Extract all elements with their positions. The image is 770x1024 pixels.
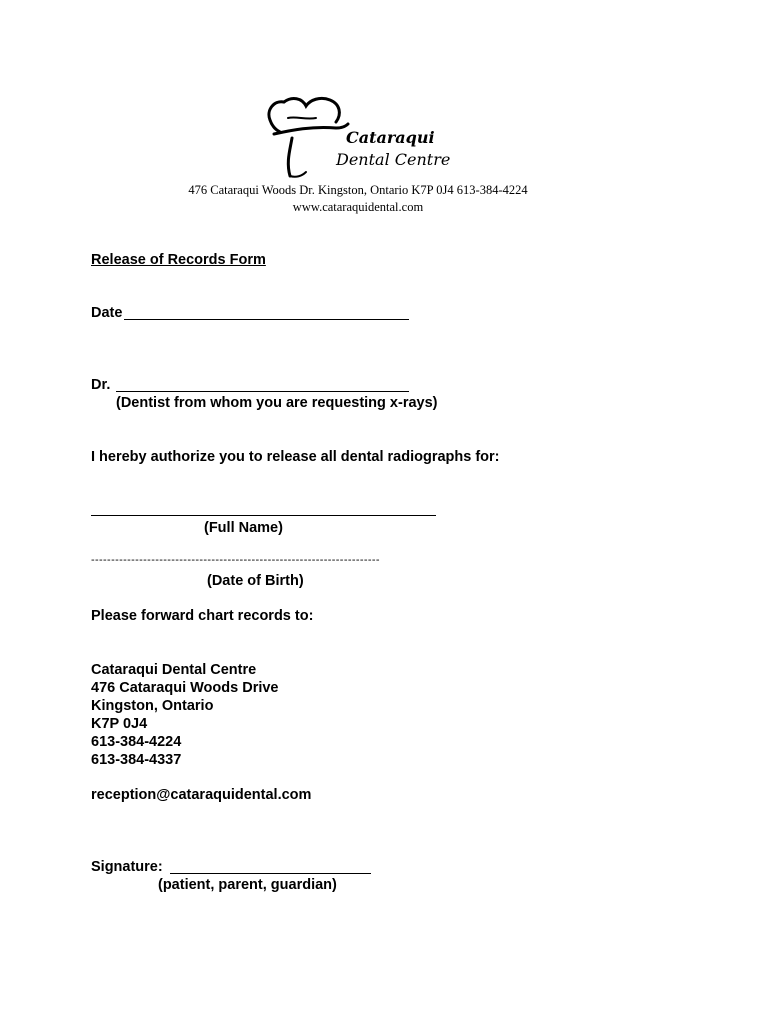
letterhead-website: www.cataraquidental.com: [292, 200, 424, 214]
full-name-field-line[interactable]: [91, 515, 436, 516]
signature-field-line[interactable]: [170, 873, 371, 874]
signature-label: Signature:: [91, 859, 163, 875]
dentist-label: Dr.: [91, 377, 111, 393]
form-title: Release of Records Form: [91, 252, 266, 268]
letterhead-address: 476 Cataraqui Woods Dr. Kingston, Ontario K7P 0J4 613-384-4224: [188, 183, 528, 197]
forward-records-heading: Please forward chart records to:: [91, 608, 314, 624]
forward-address-fax: 613-384-4337: [91, 752, 182, 768]
dentist-field-line[interactable]: [116, 391, 409, 392]
logo-name-line2: Dental Centre: [336, 150, 451, 169]
date-of-birth-field-line[interactable]: ------------------------------------------------------------------------: [91, 554, 380, 566]
forward-address-clinic: Cataraqui Dental Centre: [91, 662, 257, 678]
clinic-logo: [262, 92, 462, 182]
forward-address-phone: 613-384-4224: [91, 734, 182, 750]
forward-email: reception@cataraquidental.com: [91, 787, 312, 803]
forward-address-city: Kingston, Ontario: [91, 698, 214, 714]
forward-address-postal-code: K7P 0J4: [91, 716, 148, 732]
full-name-note: (Full Name): [204, 520, 283, 536]
date-field-line[interactable]: [124, 319, 409, 320]
date-of-birth-note: (Date of Birth): [207, 573, 304, 589]
forward-address-street: 476 Cataraqui Woods Drive: [91, 680, 279, 696]
dentist-note: (Dentist from whom you are requesting x-rays): [116, 395, 438, 411]
signature-note: (patient, parent, guardian): [158, 877, 337, 893]
logo-name-line1: Cataraqui: [346, 128, 435, 147]
date-label: Date: [91, 305, 123, 321]
authorization-statement: I hereby authorize you to release all dental radiographs for:: [91, 449, 500, 465]
